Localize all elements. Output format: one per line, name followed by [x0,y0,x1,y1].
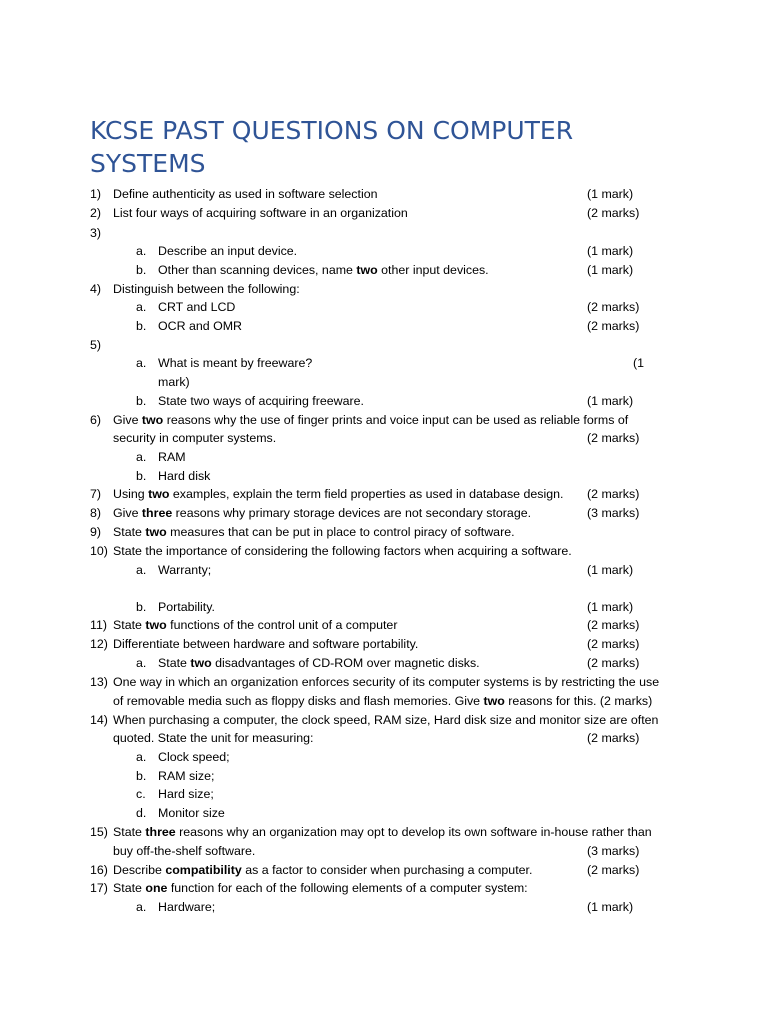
question-number: 14) [90,713,108,727]
question-text: State the importance of considering the following factors when acquiring a software. [113,544,572,558]
question-marks: (2 marks) [587,319,640,333]
sub-question-letter: b. [136,769,147,783]
question-marks: (2 marks) [587,637,640,651]
sub-question-letter: b. [136,469,147,483]
question-marks: (2 marks) [587,618,640,632]
question-marks: (2 marks) [587,487,640,501]
question-text: Describe compatibility as a factor to consider when purchasing a computer. [113,863,533,877]
question-text: Give three reasons why primary storage devices are not secondary storage. [113,506,532,520]
sub-question-text: RAM [158,450,186,464]
sub-question-letter: b. [136,394,147,408]
sub-question-letter: b. [136,319,147,333]
sub-question-text: State two disadvantages of CD-ROM over magnetic disks. [158,656,480,670]
sub-question-text: Portability. [158,600,215,614]
question-marks: (1 mark) [587,394,634,408]
question-marks: (1 mark) [587,263,634,277]
question-marks: (2 marks) [587,656,640,670]
sub-question-text: Describe an input device. [158,244,298,258]
sub-question-text: State two ways of acquiring freeware. [158,394,364,408]
sub-question-text: OCR and OMR [158,319,242,333]
sub-question-text: Clock speed; [158,750,230,764]
question-number: 17) [90,881,108,895]
question-text: Differentiate between hardware and software portability. [113,637,419,651]
question-marks: (3 marks) [587,844,640,858]
sub-question-letter: a. [136,450,147,464]
question-text: State two measures that can be put in place to control piracy of software. [113,525,515,539]
sub-question-letter: c. [136,787,146,801]
question-text: Define authenticity as used in software selection [113,187,378,201]
sub-question-letter: d. [136,806,147,820]
question-number: 13) [90,675,108,689]
sub-question-letter: b. [136,263,147,277]
question-marks: (2 marks) [587,431,640,445]
sub-question-letter: a. [136,656,147,670]
sub-question-text: Hardware; [158,900,216,914]
sub-question-letter: b. [136,600,147,614]
question-marks: (1 mark) [587,600,634,614]
question-text: State two functions of the control unit of a computer [113,618,398,632]
question-text: One way in which an organization enforces security of its computer systems is by restricting the use [113,675,660,689]
sub-question-letter: a. [136,900,147,914]
question-number: 8) [90,506,102,520]
question-marks: (1 [633,356,645,370]
question-text: quoted. State the unit for measuring: [113,731,314,745]
question-text: buy off-the-shelf software. [113,844,256,858]
question-text: List four ways of acquiring software in an organization [113,206,408,220]
sub-question-text: What is meant by freeware? [158,356,313,370]
sub-question-text: Warranty; [158,563,212,577]
sub-question-letter: a. [136,356,147,370]
question-number: 11) [90,618,107,632]
question-number: 12) [90,637,108,651]
question-marks: mark) [158,375,190,389]
sub-question-text: Other than scanning devices, name two other input devices. [158,263,489,277]
question-marks: (2 marks) [587,731,640,745]
sub-question-text: Monitor size [158,806,225,820]
question-number: 4) [90,282,102,296]
question-text: Give two reasons why the use of finger prints and voice input can be used as reliable forms of [113,413,629,427]
question-number: 10) [90,544,108,558]
question-number: 5) [90,338,102,352]
sub-question-text: Hard disk [158,469,211,483]
question-marks: (2 marks) [587,863,640,877]
question-number: 6) [90,413,102,427]
sub-question-letter: a. [136,750,147,764]
sub-question-letter: a. [136,300,147,314]
question-text: Using two examples, explain the term field properties as used in database design. [113,487,564,501]
question-number: 1) [90,187,102,201]
question-marks: (3 marks) [587,506,640,520]
question-number: 15) [90,825,108,839]
question-number: 3) [90,226,102,240]
question-text: When purchasing a computer, the clock speed, RAM size, Hard disk size and monitor size are often [113,713,659,727]
question-marks: (1 mark) [587,187,634,201]
sub-question-letter: a. [136,244,147,258]
page-title: KCSE PAST QUESTIONS ON COMPUTER SYSTEMS [90,116,574,178]
question-number: 7) [90,487,102,501]
question-marks: (2 marks) [587,300,640,314]
sub-question-letter: a. [136,563,147,577]
question-text: State one function for each of the following elements of a computer system: [113,881,528,895]
sub-question-text: RAM size; [158,769,215,783]
question-marks: (1 mark) [587,900,634,914]
question-marks: (1 mark) [587,563,634,577]
question-marks: (2 marks) [587,206,640,220]
sub-question-text: Hard size; [158,787,214,801]
question-number: 9) [90,525,102,539]
question-text: of removable media such as floppy disks and flash memories. Give two reasons for this. (2 marks) [113,694,653,708]
question-text: State three reasons why an organization may opt to develop its own software in-house rather than [113,825,652,839]
question-text: Distinguish between the following: [113,282,300,296]
question-number: 2) [90,206,102,220]
question-marks: (1 mark) [587,244,634,258]
question-text: security in computer systems. [113,431,277,445]
sub-question-text: CRT and LCD [158,300,236,314]
question-number: 16) [90,863,108,877]
